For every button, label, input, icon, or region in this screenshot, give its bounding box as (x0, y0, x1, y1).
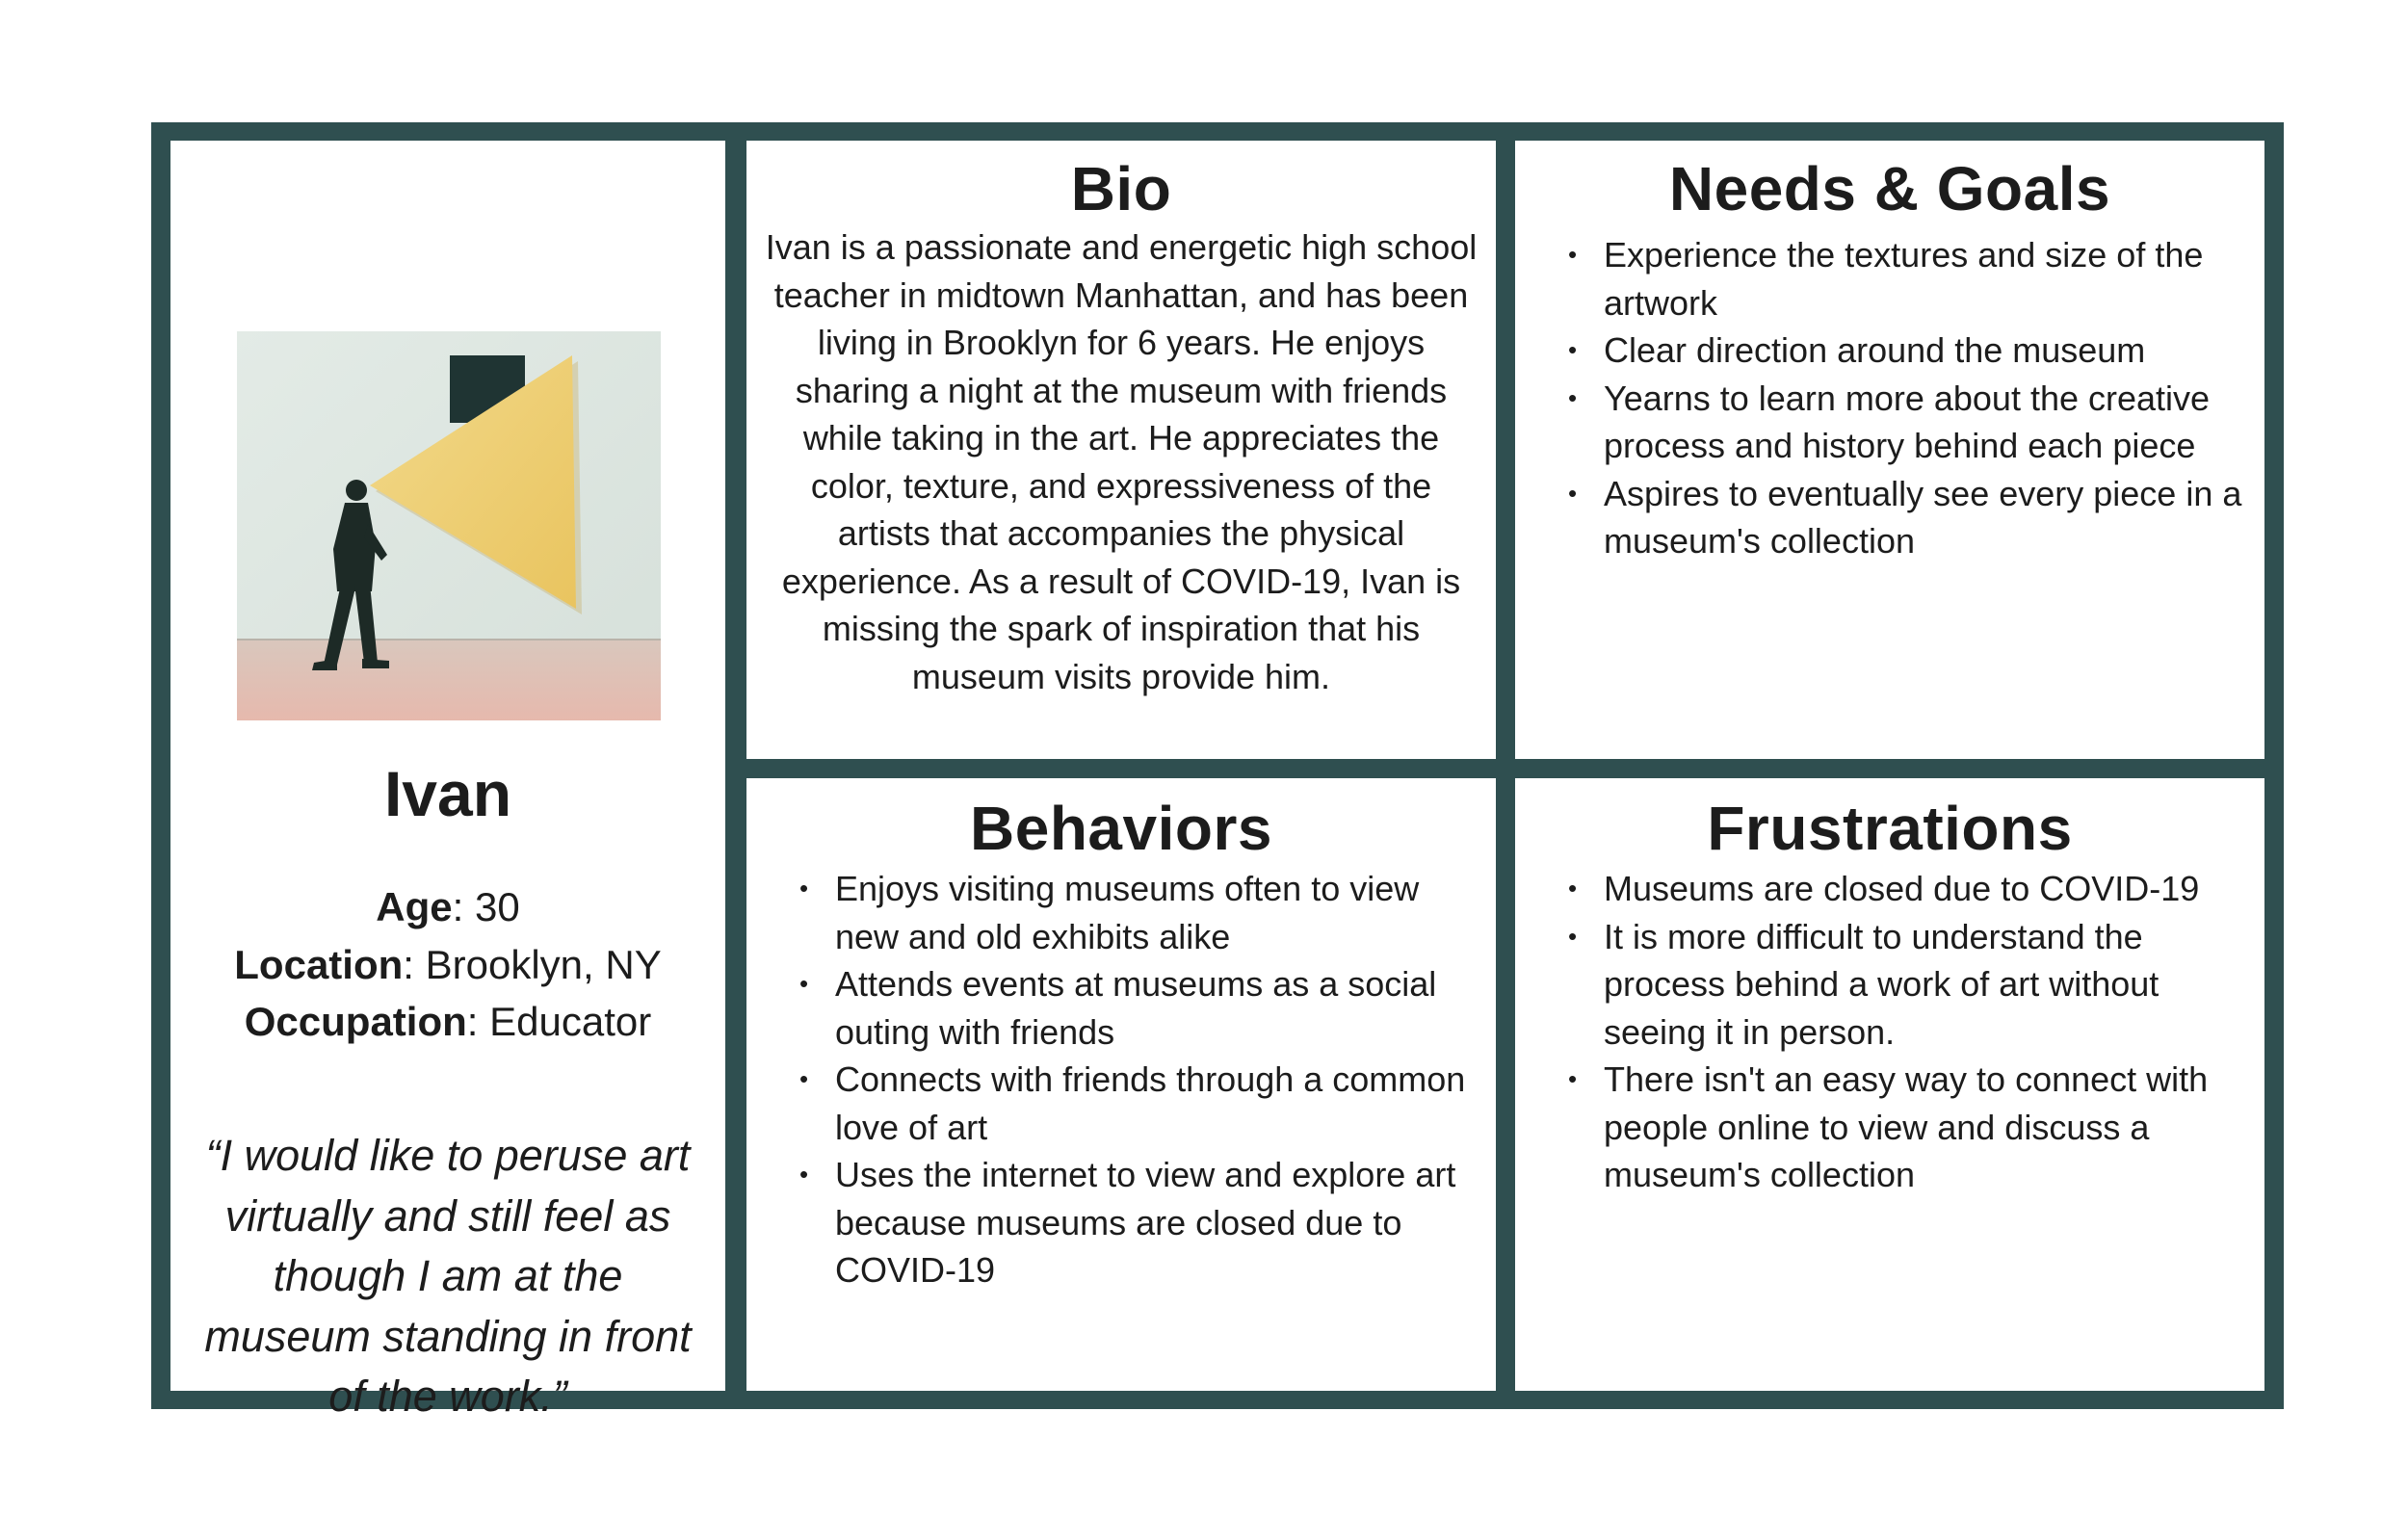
behaviors-panel (746, 778, 1496, 1391)
needs-goals-list (1515, 231, 2264, 565)
persona-card-frame (151, 122, 2284, 1421)
persona-photo (237, 331, 661, 720)
age-label: Age (376, 884, 453, 929)
bio-text: Ivan is a passionate and energetic high school teacher in midtown Manhattan, and has been living in Brooklyn for 6 years. He enjoys sharing a night at the museum with friends while taking in the art. He appreciates the color, texture, and expressiveness of the artists that accompanies the physical experience. As a result of COVID-19, Ivan is missing the spark of inspiration that his museum visits provide him. (765, 227, 1478, 696)
bio-panel (746, 141, 1496, 759)
list-item: • Experience the textures and size of the artwork (1515, 231, 2264, 327)
list-item: • Clear direction around the museum (1515, 327, 2264, 375)
list-item: • There isn't an easy way to connect with people online to view and discuss a museum's collection (1515, 1056, 2264, 1199)
location-value: : Brooklyn, NY (403, 941, 662, 987)
persona-facts (170, 878, 725, 1051)
location-row (170, 936, 725, 994)
location-label: Location (234, 941, 404, 987)
list-item: • Enjoys visiting museums often to view new and old exhibits alike (746, 865, 1496, 960)
list-item: • Yearns to learn more about the creative process and history behind each piece (1515, 375, 2264, 470)
occupation-value: : Educator (466, 999, 652, 1044)
frustrations-list (1515, 865, 2264, 1199)
occupation-label: Occupation (244, 999, 467, 1044)
list-item: • Aspires to eventually see every piece in a museum's collection (1515, 470, 2264, 565)
behaviors-list (746, 865, 1496, 1294)
list-item: • Uses the internet to view and explore art because museums are closed due to COVID-19 (746, 1151, 1496, 1294)
bio-title: Bio (1070, 154, 1172, 223)
list-item: • It is more difficult to understand the process behind a work of art without seeing it in person. (1515, 913, 2264, 1057)
needs-goals-title: Needs & Goals (1668, 154, 2111, 223)
occupation-row (170, 993, 725, 1051)
behaviors-title: Behaviors (970, 794, 1272, 863)
persona-name: Ivan (383, 758, 512, 829)
profile-panel (170, 141, 725, 1421)
needs-goals-panel (1515, 141, 2264, 759)
age-row (170, 878, 725, 936)
persona-quote: “I would like to peruse art virtually and still feel as though I am at the museum standing in front of the work.” (204, 1131, 692, 1421)
frustrations-panel (1515, 778, 2264, 1391)
gallery-photo-icon (237, 331, 661, 720)
list-item: • Attends events at museums as a social outing with friends (746, 960, 1496, 1056)
list-item: • Museums are closed due to COVID-19 (1515, 865, 2264, 913)
age-value: : 30 (452, 884, 520, 929)
list-item: • Connects with friends through a common love of art (746, 1056, 1496, 1151)
frustrations-title: Frustrations (1707, 794, 2073, 863)
